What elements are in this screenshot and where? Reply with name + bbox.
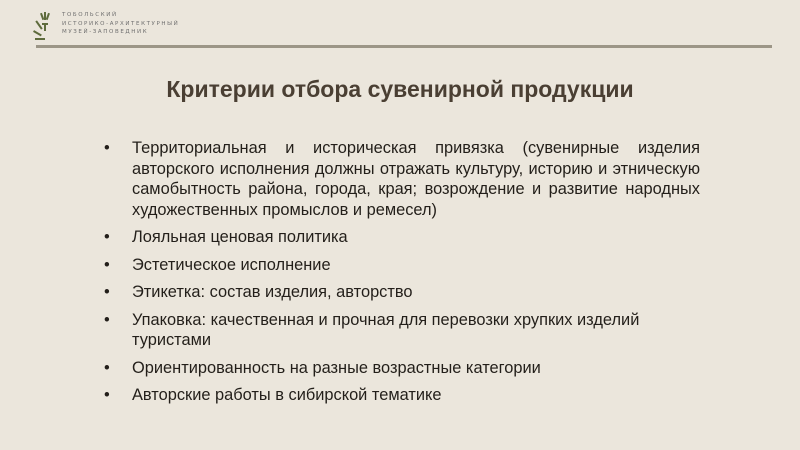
- list-item-text: Упаковка: качественная и прочная для перевозки хрупких изделий туристами: [132, 310, 640, 349]
- list-item-text: Ориентированность на разные возрастные категории: [132, 358, 541, 377]
- header-divider: [36, 45, 772, 48]
- slide-title: Критерии отбора сувенирной продукции: [166, 76, 634, 102]
- logo-line: ТОБОЛЬСКИЙ: [62, 12, 118, 18]
- list-item: [104, 138, 700, 220]
- list-item-text: Территориальная и историческая привязка (сувенирные изделия авторского исполнения должны отражать культуру, историю и этническую самобытность района, города, края; возрождение и развитие народных художественных промыслов и ремесел): [132, 139, 700, 219]
- list-item: [104, 310, 700, 351]
- list-item-text: Лояльная ценовая политика: [132, 228, 348, 246]
- list-item-text: Авторские работы в сибирской тематике: [132, 386, 442, 404]
- criteria-list: [104, 138, 700, 413]
- bullet: •: [104, 386, 110, 404]
- list-item: [104, 282, 700, 303]
- list-item: [104, 358, 700, 379]
- list-item: [104, 227, 700, 248]
- list-item: [104, 255, 700, 276]
- museum-emblem-icon: [32, 11, 58, 43]
- museum-name: [62, 11, 179, 37]
- list-item-text: Этикетка: состав изделия, авторство: [132, 283, 413, 301]
- list-item: [104, 385, 700, 406]
- logo-line: МУЗЕЙ-ЗАПОВЕДНИК: [62, 29, 149, 35]
- logo-line: ИСТОРИКО-АРХИТЕКТУРНЫЙ: [62, 20, 180, 27]
- bullet: •: [104, 310, 110, 329]
- museum-logo: [32, 11, 179, 43]
- bullet: •: [104, 358, 110, 377]
- bullet: •: [104, 283, 110, 301]
- bullet: •: [104, 255, 110, 274]
- bullet: •: [104, 228, 110, 246]
- bullet: •: [104, 139, 110, 157]
- list-item-text: Эстетическое исполнение: [132, 255, 331, 274]
